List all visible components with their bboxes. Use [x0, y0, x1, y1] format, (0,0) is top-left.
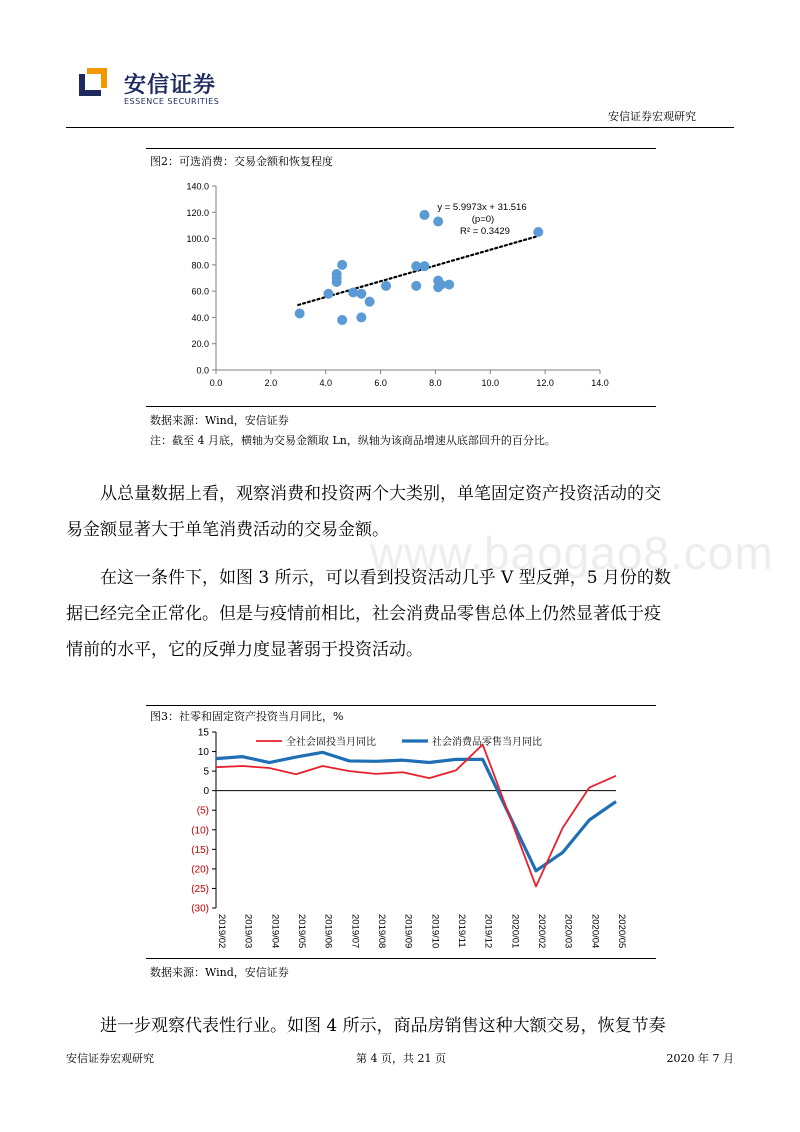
x-tick-label: 2019/04 [269, 914, 281, 949]
scatter-point [337, 260, 347, 270]
header-divider [66, 127, 734, 128]
x-tick-label: 2020/04 [589, 914, 601, 949]
paragraph-1-line-2: 易金额显著大于单笔消费活动的交易金额。 [66, 520, 389, 540]
y-tick-label: 20.0 [191, 339, 209, 350]
y-tick-label: 5 [203, 766, 209, 778]
figure3-bottom-rule [146, 958, 656, 959]
x-tick-label: 6.0 [374, 378, 387, 388]
report-type: 安信证券宏观研究 [608, 110, 696, 123]
x-tick-label: 2019/10 [429, 914, 441, 949]
y-tick-label: 140.0 [186, 181, 209, 192]
x-tick-label: 2020/02 [536, 914, 547, 949]
scatter-point [356, 289, 366, 299]
figure3-title: 图3：社零和固定资产投资当月同比，% [150, 710, 344, 723]
scatter-point [533, 227, 543, 237]
company-logo [77, 64, 237, 112]
figure3-line-chart [146, 724, 656, 956]
scatter-point [419, 210, 429, 220]
x-tick-label: 2019/09 [402, 914, 414, 949]
paragraph-2-line-2: 据已经完全正常化。但是与疫情前相比，社会消费品零售总体上仍然显著低于疫 [66, 604, 661, 624]
figure2-title: 图2：可选消费：交易金额和恢复程度 [150, 155, 333, 168]
footer-date: 2020 年 7 月 [666, 1052, 734, 1065]
x-tick-label: 8.0 [429, 378, 442, 388]
scatter-point [444, 280, 454, 290]
scatter-point [419, 261, 429, 271]
figure2-top-rule [146, 148, 656, 149]
y-tick-label: 0.0 [196, 365, 209, 376]
essence-logo-icon [77, 66, 109, 98]
y-tick-label: 10 [197, 747, 209, 759]
y-tick-label: 60.0 [191, 286, 209, 297]
x-tick-label: 0.0 [209, 378, 223, 388]
paragraph-2-line-1: 在这一条件下，如图 3 所示，可以看到投资活动几乎 V 型反弹，5 月份的数 [100, 568, 671, 588]
y-tick-label: (5) [196, 805, 209, 817]
footer-page-number: 第 4 页，共 21 页 [356, 1052, 446, 1065]
figure2-note: 注：截至 4 月底，横轴为交易金额取 Ln，纵轴为该商品增速从底部回升的百分比。 [150, 434, 556, 447]
footer-left: 安信证券宏观研究 [66, 1052, 154, 1065]
legend-label: 社会消费品零售当月同比 [432, 737, 542, 748]
x-tick-label: 2019/07 [349, 914, 361, 949]
x-tick-label: 14.0 [591, 378, 609, 388]
regression-equation: y = 5.9973x + 31.516 [437, 202, 527, 213]
legend-label: 全社会固投当月同比 [286, 737, 376, 748]
scatter-point [332, 269, 342, 279]
scatter-point [365, 297, 375, 307]
r-squared-label: R² = 0.3429 [460, 226, 510, 237]
x-tick-label: 2020/01 [509, 914, 521, 949]
x-tick-label: 2020/05 [616, 914, 627, 949]
y-tick-label: (30) [191, 903, 209, 915]
x-tick-label: 2019/11 [456, 914, 467, 948]
scatter-point [295, 308, 305, 318]
x-tick-label: 2019/06 [322, 914, 334, 949]
y-tick-label: (20) [191, 864, 209, 876]
scatter-point [433, 282, 443, 292]
x-tick-label: 2019/05 [296, 914, 307, 949]
x-tick-label: 12.0 [536, 378, 554, 388]
scatter-point [356, 312, 366, 322]
series-line-investment [216, 745, 616, 887]
y-tick-label: 120.0 [186, 207, 209, 218]
y-tick-label: 15 [197, 727, 209, 739]
y-tick-label: (25) [191, 883, 209, 895]
logo-english-name: ESSENCE SECURITIES [124, 97, 220, 106]
p-value-label: (p=0) [471, 214, 495, 225]
y-tick-label: (15) [191, 844, 209, 856]
watermark: www.baogao8.com [370, 527, 774, 579]
figure3-source: 数据来源：Wind，安信证券 [150, 966, 289, 979]
figure3-top-rule [146, 705, 656, 706]
figure2-source: 数据来源：Wind，安信证券 [150, 414, 289, 427]
x-tick-label: 2019/03 [242, 914, 254, 949]
scatter-point [411, 281, 421, 291]
x-tick-label: 2019/08 [376, 914, 387, 949]
scatter-point [433, 216, 443, 226]
y-tick-label: 40.0 [191, 312, 209, 323]
scatter-point [381, 281, 391, 291]
paragraph-3-line-1: 进一步观察代表性行业。如图 4 所示，商品房销售这种大额交易，恢复节奏 [100, 1016, 666, 1036]
figure2-scatter-chart [146, 170, 656, 405]
paragraph-2-line-3: 情前的水平，它的反弹力度显著弱于投资活动。 [66, 640, 423, 660]
x-tick-label: 2019/02 [216, 914, 227, 949]
x-tick-label: 2019/12 [482, 914, 494, 949]
y-tick-label: 0 [203, 786, 209, 798]
x-tick-label: 2.0 [264, 378, 278, 388]
scatter-point [337, 315, 347, 325]
paragraph-3 [66, 1008, 734, 1044]
y-tick-label: 100.0 [186, 234, 209, 245]
y-tick-label: (10) [191, 825, 209, 837]
figure2-bottom-rule [146, 406, 656, 407]
x-tick-label: 10.0 [481, 378, 500, 388]
paragraph-1-line-1: 从总量数据上看，观察消费和投资两个大类别，单笔固定资产投资活动的交 [100, 484, 661, 504]
scatter-point [323, 289, 333, 299]
x-tick-label: 2020/03 [562, 914, 574, 949]
logo-chinese-name: 安信证券 [124, 73, 217, 98]
y-tick-label: 80.0 [191, 260, 209, 271]
x-tick-label: 4.0 [319, 378, 332, 388]
